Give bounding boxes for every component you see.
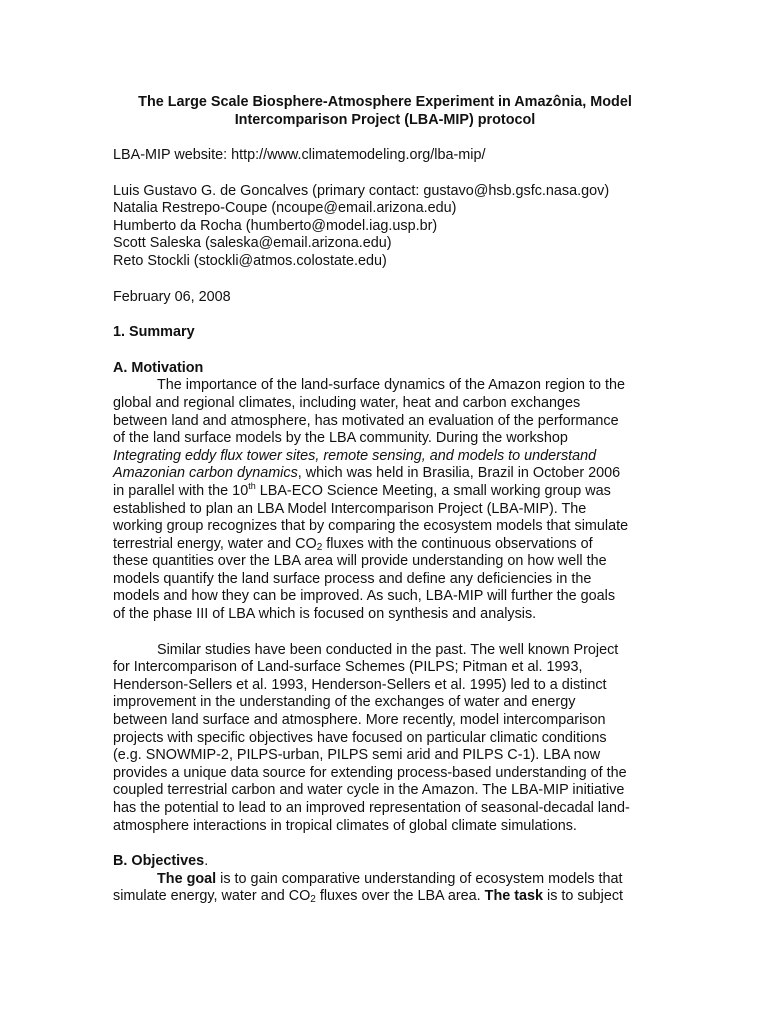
text-line: of the phase III of LBA which is focused on synthesis and analysis. xyxy=(113,606,537,623)
subscript: 2 xyxy=(310,894,316,906)
author-item: Natalia Restrepo-Coupe (ncoupe@email.arizona.edu) xyxy=(113,200,457,217)
text-fragment: in parallel with the 10 xyxy=(113,482,249,499)
objectives-section xyxy=(113,853,655,906)
text-fragment: fluxes over the LBA area. xyxy=(315,888,485,905)
motivation-paragraph-1 xyxy=(113,377,655,623)
author-item: Scott Saleska (saleska@email.arizona.edu) xyxy=(113,235,392,252)
heading-period: . xyxy=(204,853,209,870)
text-fragment: fluxes with the continuous observations of xyxy=(322,535,593,552)
superscript: th xyxy=(248,480,256,491)
text-fragment: terrestrial energy, water and CO xyxy=(113,535,317,552)
document-title xyxy=(113,93,655,129)
task-label: The task xyxy=(484,888,544,905)
author-item: Humberto da Rocha (humberto@model.iag.usp.br) xyxy=(113,217,438,234)
subsection-heading-motivation: A. Motivation xyxy=(113,359,204,376)
text-line: improvement in the understanding of the exchanges of water and energy xyxy=(113,694,576,711)
text-line xyxy=(113,536,655,554)
text-line: of the land surface models by the LBA community. During the workshop xyxy=(113,430,568,447)
text-line: atmosphere interactions in tropical climates of global climate simulations. xyxy=(113,817,577,834)
website-line: LBA-MIP website: http://www.climatemodeling.org/lba-mip/ xyxy=(113,147,486,163)
text-line: between land and atmosphere, has motivated an evaluation of the performance xyxy=(113,412,619,429)
subscript: 2 xyxy=(316,541,323,553)
author-item: Luis Gustavo G. de Goncalves (primary contact: gustavo@hsb.gsfc.nasa.gov) xyxy=(113,182,610,199)
section-heading-summary: 1. Summary xyxy=(113,324,195,341)
text-fragment: is to gain comparative understanding of ecosystem models that xyxy=(216,870,623,887)
text-line xyxy=(113,465,655,483)
text-line: models quantify the land surface process and define any deficiencies in the xyxy=(113,570,592,587)
text-line: (e.g. SNOWMIP-2, PILPS-urban, PILPS semi arid and PILPS C-1). LBA now xyxy=(113,747,601,764)
text-fragment: simulate energy, water and CO xyxy=(113,888,311,905)
text-line: coupled terrestrial carbon and water cycle in the Amazon. The LBA-MIP initiative xyxy=(113,782,625,799)
title-line-1: The Large Scale Biosphere-Atmosphere Experiment in Amazônia, Model xyxy=(138,94,632,110)
workshop-title-end: Amazonian carbon dynamics xyxy=(113,465,298,482)
text-line: working group recognizes that by comparing the ecosystem models that simulate xyxy=(113,518,629,535)
text-line xyxy=(113,888,655,906)
text-line xyxy=(113,480,655,501)
text-line: these quantities over the LBA area will provide understanding on how well the xyxy=(113,553,607,570)
text-fragment: LBA-ECO Science Meeting, a small working group was xyxy=(255,482,611,499)
goal-label: The goal xyxy=(157,870,217,887)
text-line: global and regional climates, including water, heat and carbon exchanges xyxy=(113,394,581,411)
text-line: models and how they can be improved. As such, LBA-MIP will further the goals xyxy=(113,588,616,605)
text-line: The importance of the land-surface dynamics of the Amazon region to the xyxy=(157,377,625,394)
text-line xyxy=(113,871,655,889)
objectives-paragraph xyxy=(113,871,655,906)
motivation-paragraph-2 xyxy=(113,642,655,836)
text-line: established to plan an LBA Model Intercomparison Project (LBA-MIP). The xyxy=(113,500,587,517)
author-list xyxy=(113,183,655,271)
text-line: for Intercomparison of Land-surface Schemes (PILPS; Pitman et al. 1993, xyxy=(113,659,583,676)
author-item: Reto Stockli (stockli@atmos.colostate.edu) xyxy=(113,252,387,269)
text-line: projects with specific objectives have focused on particular climatic conditions xyxy=(113,729,607,746)
text-line: Henderson-Sellers et al. 1993, Henderson-Sellers et al. 1995) led to a distinct xyxy=(113,676,607,693)
text-line: has the potential to lead to an improved representation of seasonal-decadal land- xyxy=(113,800,630,816)
text-line: Similar studies have been conducted in the past. The well known Project xyxy=(157,641,619,658)
text-fragment: , which was held in Brasilia, Brazil in October 2006 xyxy=(297,465,621,482)
text-fragment: is to subject xyxy=(543,888,624,905)
workshop-title-line: Integrating eddy flux tower sites, remote sensing, and models to understand xyxy=(113,447,597,464)
document-date: February 06, 2008 xyxy=(113,288,231,305)
objectives-heading-text: B. Objectives xyxy=(113,853,205,870)
text-line: provides a unique data source for extending process-based understanding of the xyxy=(113,764,627,781)
title-line-2: Intercomparison Project (LBA-MIP) protocol xyxy=(234,112,536,128)
text-line: between land surface and atmosphere. More recently, model intercomparison xyxy=(113,712,606,729)
subsection-heading-objectives xyxy=(113,853,655,871)
